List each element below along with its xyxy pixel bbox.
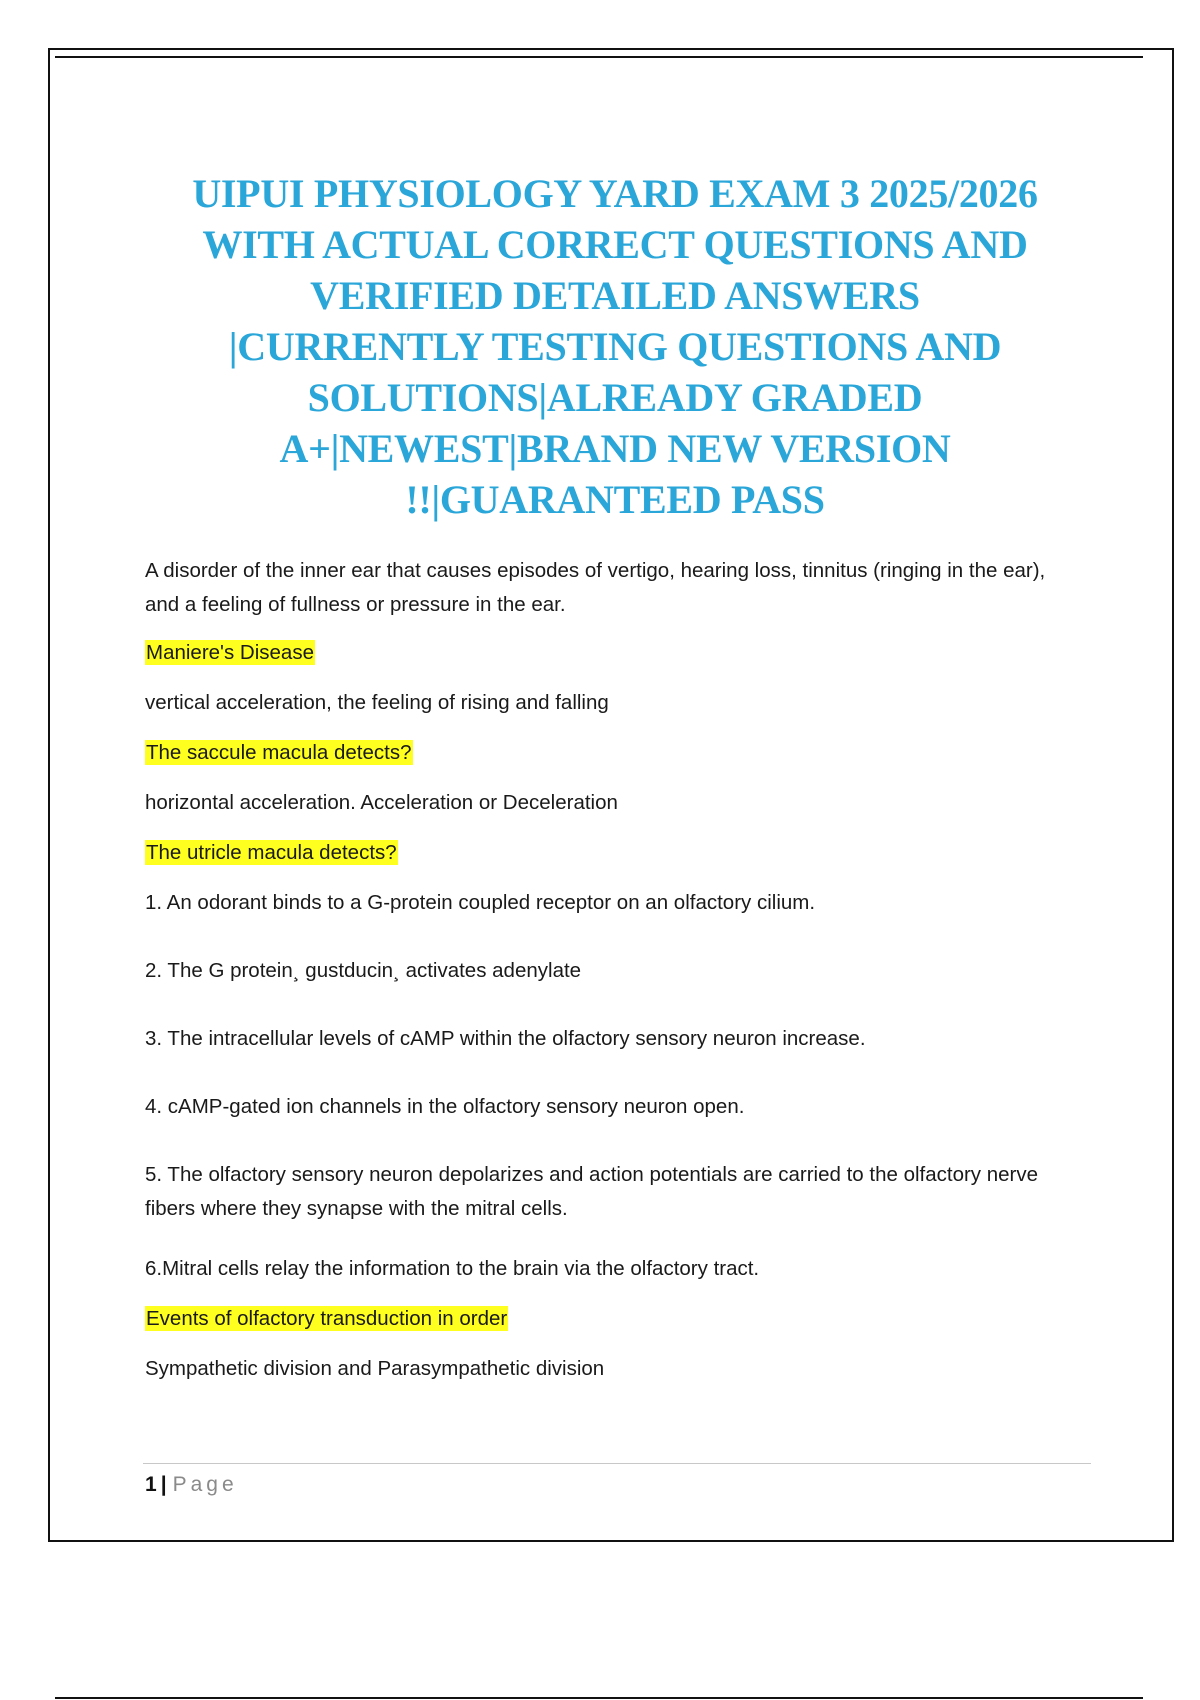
answer-paragraph: A disorder of the inner ear that causes episodes of vertigo, hearing loss, tinnitus (ringing in the ear), and a feeling of fullness or pressure in the ear. xyxy=(145,559,1046,616)
page-number: 1 xyxy=(145,1473,157,1496)
document-body xyxy=(145,554,1085,1386)
highlighted-question: Maniere's Disease xyxy=(146,641,314,664)
question-line xyxy=(145,836,1085,870)
highlighted-question: The saccule macula detects? xyxy=(146,741,412,764)
page-footer xyxy=(145,1470,238,1500)
step-item: 1. An odorant binds to a G-protein coupled receptor on an olfactory cilium. xyxy=(145,891,816,914)
step-item: 6.Mitral cells relay the information to the brain via the olfactory tract. xyxy=(145,1257,760,1280)
step-item: 5. The olfactory sensory neuron depolarizes and action potentials are carried to the olfactory nerve fibers where they synapse with the mitral cells. xyxy=(145,1163,1039,1220)
answer-paragraph: Sympathetic division and Parasympathetic division xyxy=(145,1357,605,1380)
step-item: 4. cAMP-gated ion channels in the olfactory sensory neuron open. xyxy=(145,1095,745,1118)
title-line: WITH ACTUAL CORRECT QUESTIONS AND xyxy=(202,222,1028,267)
question-line xyxy=(145,1302,1085,1336)
question-line xyxy=(145,736,1085,770)
title-line: SOLUTIONS|ALREADY GRADED xyxy=(307,375,923,420)
highlighted-question: Events of olfactory transduction in order xyxy=(146,1307,508,1330)
title-line: UIPUI PHYSIOLOGY YARD EXAM 3 2025/2026 xyxy=(192,171,1038,216)
title-line: !!|GUARANTEED PASS xyxy=(405,477,825,522)
top-rule xyxy=(55,56,1143,58)
title-line: VERIFIED DETAILED ANSWERS xyxy=(310,273,920,318)
highlighted-question: The utricle macula detects? xyxy=(146,841,397,864)
title-line: A+|NEWEST|BRAND NEW VERSION xyxy=(279,426,951,471)
title-line: |CURRENTLY TESTING QUESTIONS AND xyxy=(228,324,1002,369)
question-line xyxy=(145,636,1085,670)
footer-rule xyxy=(143,1463,1091,1464)
step-item: 3. The intracellular levels of cAMP within the olfactory sensory neuron increase. xyxy=(145,1027,866,1050)
answer-paragraph: horizontal acceleration. Acceleration or Deceleration xyxy=(145,791,618,814)
step-item: 2. The G protein¸ gustducin¸ activates adenylate xyxy=(145,959,582,982)
document-title xyxy=(120,168,1110,525)
bottom-rule xyxy=(55,1697,1143,1699)
answer-paragraph: vertical acceleration, the feeling of rising and falling xyxy=(145,691,609,714)
footer-separator: | xyxy=(160,1473,167,1496)
page-label: Page xyxy=(172,1473,238,1496)
